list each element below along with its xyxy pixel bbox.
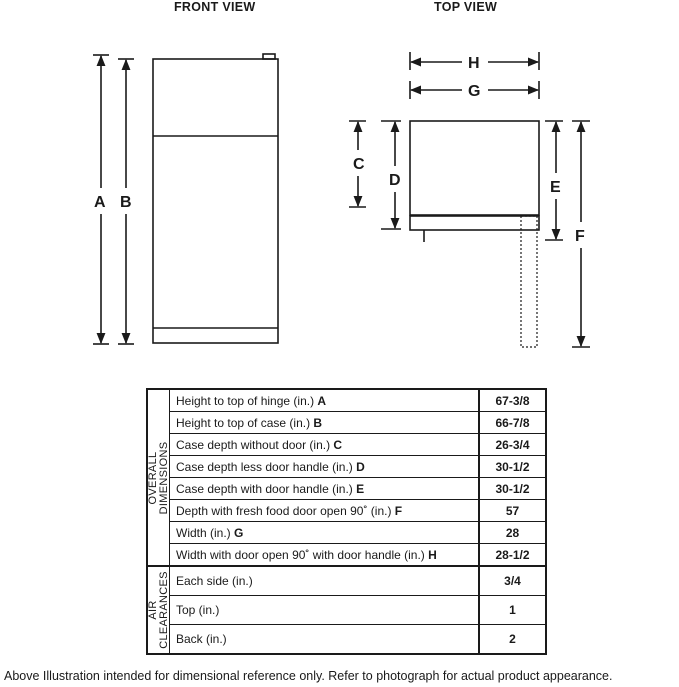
top-view-door [410,216,539,230]
dimension-label: Width with door open 90˚ with door handle (in.) H [170,544,480,567]
clearance-value: 1 [479,596,546,625]
table-row [147,434,546,456]
clearance-value: 3/4 [479,566,546,596]
dimension-label: Width (in.) G [170,522,480,544]
dimension-label: Case depth with door handle (in.) E [170,478,480,500]
front-view-title: FRONT VIEW [174,0,256,14]
dimension-value: 28-1/2 [479,544,546,567]
dim-label-f: F [575,228,585,245]
dim-label-e: E [550,179,561,196]
table-row [147,389,546,412]
dim-label-b: B [120,194,132,211]
dim-label-h: H [468,55,480,72]
table-row [147,596,546,625]
dimension-value: 67-3/8 [479,389,546,412]
dimension-value: 30-1/2 [479,456,546,478]
fridge-hinge [263,54,275,59]
dimension-value: 26-3/4 [479,434,546,456]
dimension-value: 30-1/2 [479,478,546,500]
dimension-value: 66-7/8 [479,412,546,434]
table-row [147,478,546,500]
dimension-label: Depth with fresh food door open 90˚ (in.) F [170,500,480,522]
top-view-case [410,121,539,215]
open-door-outline [521,216,537,347]
dimension-label: Height to top of case (in.) B [170,412,480,434]
clearance-label: Each side (in.) [170,566,480,596]
dim-label-d: D [389,172,401,189]
clearance-label: Back (in.) [170,625,480,655]
table-row [147,566,546,596]
fridge-body [153,59,278,343]
table-row [147,544,546,567]
dimensions-table [146,388,547,655]
clearance-label: Top (in.) [170,596,480,625]
dimension-label: Case depth less door handle (in.) D [170,456,480,478]
dim-label-g: G [468,83,481,100]
dimension-label: Height to top of hinge (in.) A [170,389,480,412]
dim-label-c: C [353,156,365,173]
footnote: Above Illustration intended for dimensional reference only. Refer to photograph for actual product appearance. [4,669,613,683]
air-clearances-group-label: AIR CLEARANCES [147,566,170,654]
dimension-value: 57 [479,500,546,522]
table-row [147,500,546,522]
overall-dimensions-group-label: OVERALL DIMENSIONS [147,389,170,566]
table-row [147,456,546,478]
top-view-title: TOP VIEW [434,0,498,14]
dimension-label: Case depth without door (in.) C [170,434,480,456]
dimension-value: 28 [479,522,546,544]
table-row [147,625,546,655]
dim-label-a: A [94,194,106,211]
table-row [147,522,546,544]
clearance-value: 2 [479,625,546,655]
table-row [147,412,546,434]
